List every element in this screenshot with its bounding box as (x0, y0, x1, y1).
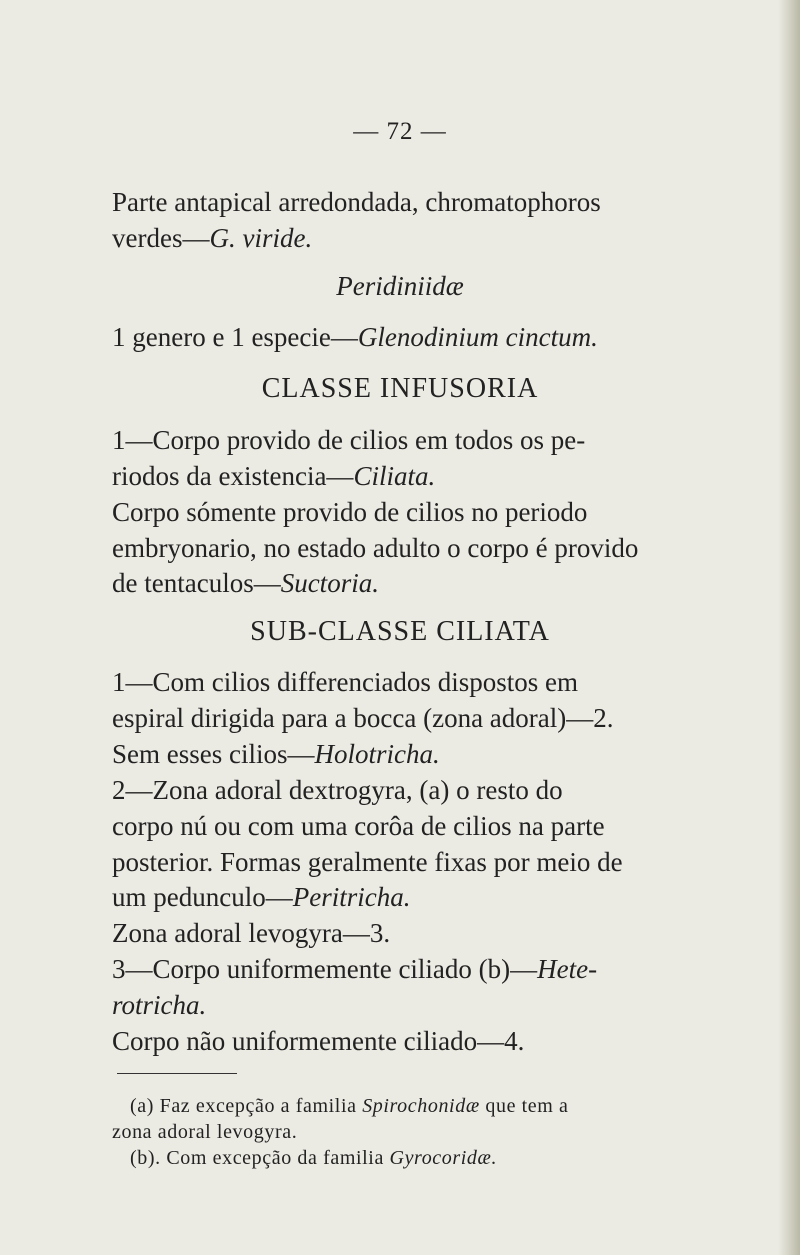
text-span: Corpo não uniformemente ciliado—4. (112, 1026, 525, 1056)
text-span: espiral dirigida para a bocca (zona adoral)—2. (112, 703, 614, 733)
text-span: corpo nú ou com uma corôa de cilios na parte (112, 811, 605, 841)
text-line (112, 1024, 524, 1058)
text-line (112, 809, 605, 843)
page-number: — 72 — (353, 118, 447, 145)
taxon-name: Spirochonidæ (362, 1095, 480, 1117)
footnote-a-line2 (112, 1119, 297, 1145)
text-span: posterior. Formas geralmente fixas por meio de (112, 847, 623, 877)
taxon-name: Suctoria. (280, 568, 379, 598)
taxon-name: Glenodinium cinctum. (357, 322, 598, 352)
text-span: 2—Zona adoral dextrogyra, (a) o resto do (112, 775, 563, 805)
text-span: 1—Corpo provido de cilios em todos os pe- (112, 425, 586, 455)
footnote-rule (117, 1073, 237, 1074)
text-line (112, 531, 638, 565)
text-span: Sem esses cilios— (112, 739, 315, 769)
text-line (112, 495, 587, 529)
text-line (112, 845, 623, 879)
text-span: um pedunculo— (112, 882, 293, 912)
text-line (112, 988, 206, 1022)
text-line (112, 320, 598, 354)
text-span: zona adoral levogyra. (112, 1121, 298, 1143)
text-span: (a) Faz excepção a familia (130, 1095, 363, 1117)
text-span: Corpo sómente provido de cilios no periodo (112, 497, 588, 527)
text-line (112, 916, 390, 950)
text-line (112, 701, 614, 735)
text-line (112, 737, 440, 771)
text-line (112, 665, 578, 699)
text-line (112, 185, 601, 219)
text-span: 1—Com cilios differenciados dispostos em (112, 667, 578, 697)
class-heading: CLASSE INFUSORIA (261, 373, 539, 404)
taxon-name: Holotricha. (314, 739, 440, 769)
taxon-name: Peritricha. (292, 882, 411, 912)
text-span: Parte antapical arredondada, chromatophoros (112, 187, 601, 217)
text-line (112, 459, 435, 493)
text-span: riodos da existencia— (112, 461, 354, 491)
taxon-name: rotricha. (112, 990, 207, 1020)
family-heading: Peridiniidæ (336, 271, 464, 301)
text-line (112, 880, 410, 914)
text-span: embryonario, no estado adulto o corpo é provido (112, 533, 639, 563)
text-span: que tem a (479, 1095, 569, 1117)
text-line (112, 773, 563, 807)
text-span: 1 genero e 1 especie— (112, 322, 358, 352)
taxon-name: Gyrocoridæ. (389, 1147, 498, 1169)
text-line (112, 221, 312, 255)
text-line (112, 423, 585, 457)
footnote-b (130, 1145, 497, 1171)
text-line (112, 952, 597, 986)
text-span: verdes— (112, 223, 210, 253)
text-span: de tentaculos— (112, 568, 281, 598)
text-span: 3—Corpo uniformemente ciliado (b)— (112, 954, 538, 984)
text-span: (b). Com excepção da familia (130, 1147, 390, 1169)
taxon-name: Ciliata. (353, 461, 436, 491)
text-line (112, 566, 379, 600)
footnote-a (130, 1093, 569, 1119)
taxon-name: G. viride. (209, 223, 313, 253)
taxon-name: Hete- (537, 954, 598, 984)
text-span: Zona adoral levogyra—3. (112, 918, 391, 948)
subclass-heading: SUB-CLASSE CILIATA (250, 616, 550, 647)
